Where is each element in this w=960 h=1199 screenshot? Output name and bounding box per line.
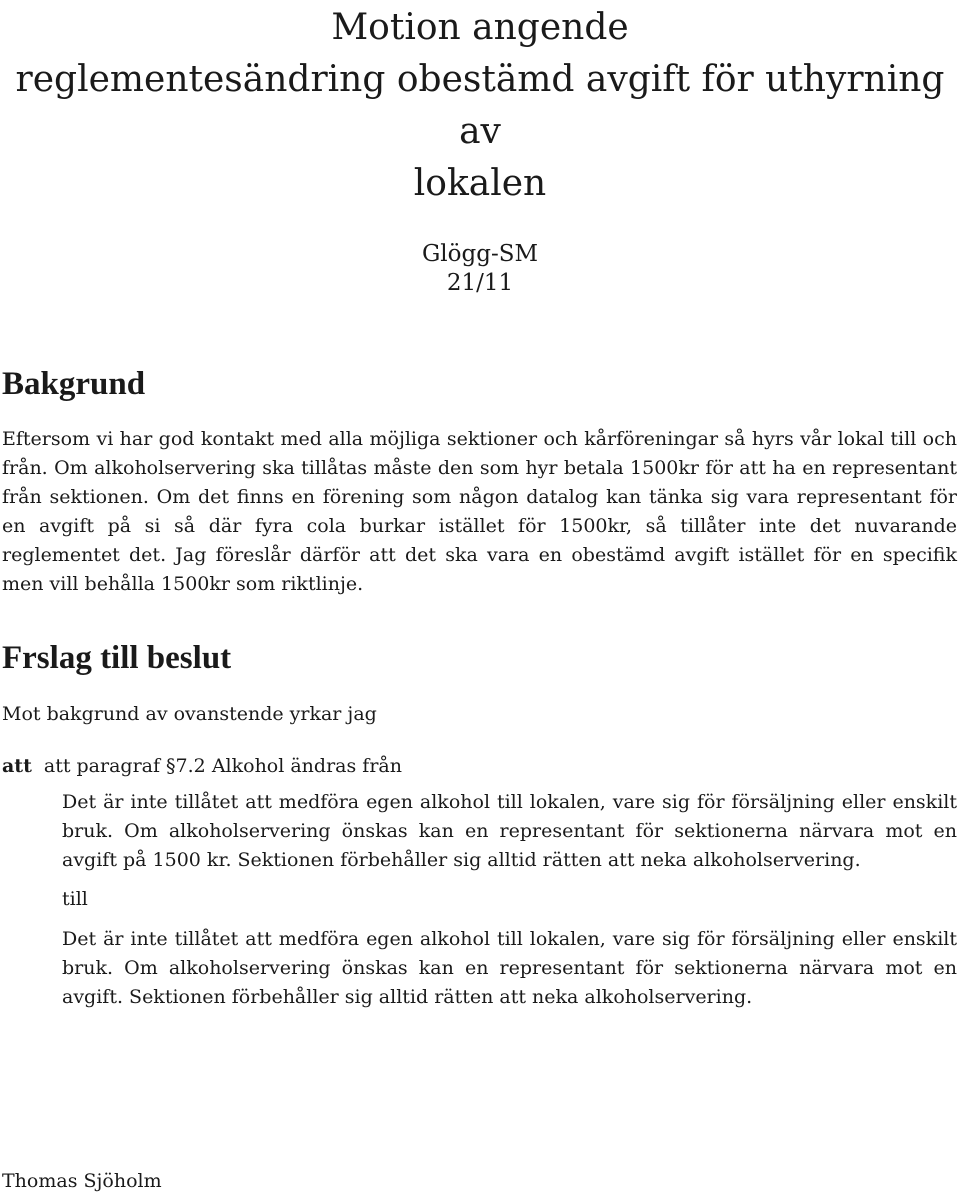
proposal-to-label: till — [62, 888, 88, 910]
proposal-item — [2, 752, 402, 781]
title-line: lokalen — [413, 163, 547, 204]
section-heading-proposal: Frslag till beslut — [2, 640, 232, 676]
signature: Thomas Sjöholm — [2, 1170, 162, 1192]
proposal-item-label: att — [2, 755, 32, 777]
author-name: Glögg-SM — [421, 241, 539, 267]
background-paragraph: Eftersom vi har god kontakt med alla möjliga sektioner och kårföreningar så hyrs vår lokal till och från. Om alkoholservering ska tillåtas måste den som hyr betala 1500kr för att ha en representant från sektionen. Om det finns en förening som någon datalog kan tänka sig vara representant för en avgift på si så där fyra cola burkar istället för 1500kr, så tillåter inte det nuvarande reglementet det. Jag föreslår därför att det ska vara en obestämd avgift istället för en specifik men vill behålla 1500kr som riktlinje. — [2, 428, 957, 595]
title-line: Motion angende — [331, 7, 629, 48]
proposal-item-text: att paragraf §7.2 Alkohol ändras från — [43, 755, 402, 777]
author-block — [0, 240, 960, 298]
document-title — [0, 2, 960, 210]
current-rule-text: Det är inte tillåtet att medföra egen alkohol till lokalen, vare sig för försäljning eller enskilt bruk. Om alkoholservering önskas kan en representant för sektionerna närvara mot en avgift på 1500 kr. Sektionen förbehåller sig alltid rätten att neka alkoholservering. — [62, 791, 957, 871]
section-heading-background: Bakgrund — [2, 366, 146, 402]
document-date: 21/11 — [446, 270, 514, 296]
proposal-intro: Mot bakgrund av ovanstende yrkar jag — [2, 703, 377, 725]
title-line: reglementesändring obestämd avgift för uthyrning av — [15, 59, 945, 152]
proposed-rule-text: Det är inte tillåtet att medföra egen alkohol till lokalen, vare sig för försäljning eller enskilt bruk. Om alkoholservering önskas kan en representant för sektionerna närvara mot en avgift. Sektionen förbehåller sig alltid rätten att neka alkoholservering. — [62, 928, 957, 1008]
